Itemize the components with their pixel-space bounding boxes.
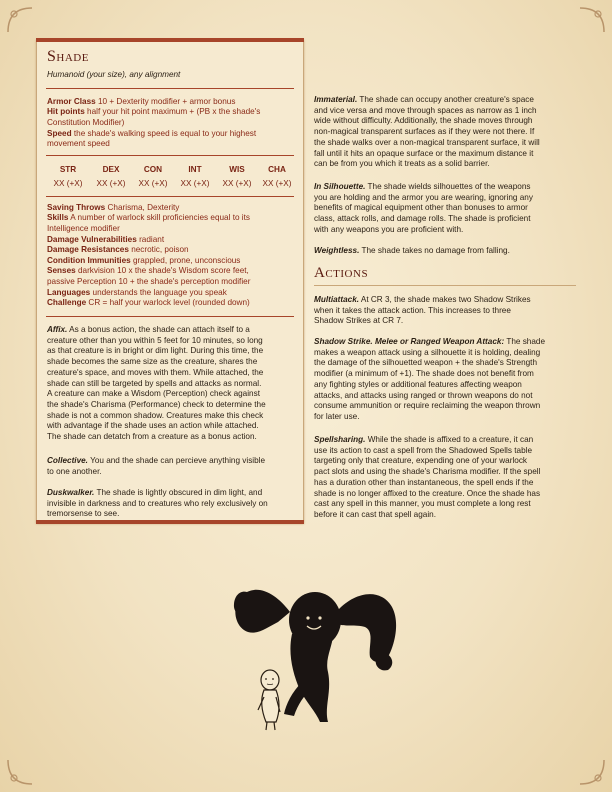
ability-value-cha: XX (+X) [262, 179, 292, 188]
corner-ornament-bottom-right [578, 758, 606, 786]
vulnerabilities-line: Damage Vulnerabilities radiant [47, 235, 165, 244]
action-spellsharing: Spellsharing. While the shade is affixed to a creature, it can use its action to cast a spell from the Shadowed Spells table targeting only that creature, expending one of your warlock pact slots and using the shade's Charisma modifier. If the spell has a duration other than instantaneous, the spell ends if the shade is no longer affixed to the creature. Once the shade has cast any spell in this manner, you must complete a long rest before it can cast that spell again. [314, 435, 541, 519]
creature-subtitle: Humanoid (your size), any alignment [47, 70, 181, 79]
ability-label-str: STR [59, 165, 77, 174]
armor-class-line: Armor Class 10 + Dexterity modifier + armor bonus [47, 97, 236, 106]
divider [46, 196, 294, 197]
trait-affix: Affix. As a bonus action, the shade can attach itself to a creature other than you within 5 feet for 10 minutes, so long as that creature is in bright or dim light. During this time, the shade becomes the same size as the creature, shares the creature's space, and moves with them. While attached, the shade can still be targeted by spells and attacks as normal. A creature can make a Wisdom (Perception) check against the shade's Charisma (Performance) check to determine the shade is not a common shadow. Creatures make this check with advantage if the shade uses an action while attached. The shade can detatch from a creature as a bonus action. [47, 325, 266, 442]
small-person-figure [258, 670, 280, 730]
shade-silhouette [234, 590, 396, 722]
actions-rule [314, 285, 576, 286]
ability-value-int: XX (+X) [180, 179, 210, 188]
creature-name: Shade [47, 48, 89, 65]
ability-label-cha: CHA [268, 165, 286, 174]
action-shadow-strike: Shadow Strike. Melee or Ranged Weapon Attack: The shade makes a weapon attack using a silhouette it is holding, dealing the damage of the silhouetted weapon + the shade's Strength modifier (a minimum of +1). The shade does not benefit from any fighting styles or additional features affecting weapon attacks, and attacks using ranged or thrown weapons do not consume ammunition or require reclaiming the weapon thrown for later use. [314, 337, 546, 421]
languages-line: Languages understands the language you speak [47, 288, 227, 297]
ability-label-dex: DEX [102, 165, 120, 174]
speed-line: Speed the shade's walking speed is equal to your highest [47, 129, 257, 138]
actions-heading: Actions [314, 265, 369, 281]
saving-throws-line: Saving Throws Charisma, Dexterity [47, 203, 180, 212]
skills-line: Skills A number of warlock skill proficiencies equal to its [47, 213, 250, 222]
speed-line-2: movement speed [47, 139, 110, 148]
challenge-line: Challenge CR = half your warlock level (rounded down) [47, 298, 250, 307]
resistances-line: Damage Resistances necrotic, poison [47, 245, 189, 254]
ability-label-wis: WIS [229, 165, 245, 174]
hit-points-line-2: Constitution Modifier) [47, 118, 125, 127]
trait-collective: Collective. You and the shade can percieve anything visible to one another. [47, 456, 266, 476]
ability-value-dex: XX (+X) [96, 179, 126, 188]
statblock-bottom-bar [36, 520, 304, 524]
corner-ornament-top-right [578, 6, 606, 34]
corner-ornament-bottom-left [6, 758, 34, 786]
condition-immunities-line: Condition Immunities grappled, prone, unconscious [47, 256, 241, 265]
corner-ornament-top-left [6, 6, 34, 34]
action-multiattack: Multiattack. At CR 3, the shade makes two Shadow Strikes when it takes the attack action. This increases to three Shadow Strikes at CR 7. [314, 295, 531, 326]
divider [46, 88, 294, 89]
hit-points-line: Hit points half your hit point maximum + (PB x the shade's [47, 107, 261, 116]
trait-weightless: Weightless. The shade takes no damage from falling. [314, 246, 510, 255]
skills-line-2: Intelligence modifier [47, 224, 120, 233]
trait-duskwalker: Duskwalker. The shade is lightly obscured in dim light, and invisible in darkness and to creatures who rely exclusively on tremorsense to see. [47, 488, 268, 519]
trait-in-silhouette: In Silhouette. The shade wields silhouettes of the weapons you are holding and the armor you are wearing, ignoring any benefits of magical equipment other than bonuses to armor class, attack rolls, and damage rolls. The shade is proficient with any weapons you are proficient with. [314, 182, 533, 234]
shade-illustration [220, 572, 420, 742]
ability-value-con: XX (+X) [138, 179, 168, 188]
ability-label-int: INT [188, 165, 202, 174]
senses-line: Senses darkvision 10 x the shade's Wisdom score feet, [47, 266, 249, 275]
senses-line-2: passive Perception 10 + the shade's perception modifier [47, 277, 251, 286]
ability-value-str: XX (+X) [53, 179, 83, 188]
divider [46, 155, 294, 156]
ability-value-wis: XX (+X) [222, 179, 252, 188]
statblock-top-bar [36, 38, 304, 42]
trait-immaterial: Immaterial. The shade can occupy another creature's space and vice versa and move through spaces as narrow as 1 inch wide without difficulty. Additionally, the shade moves through non-magical transparent surfaces as if they were not there. If the shade walks over a non-magical transparent surface, it will fall until it hits an opaque surface or the maximum distance it can be from you which it treats as a solid barrier. [314, 95, 540, 169]
divider [46, 316, 294, 317]
ability-label-con: CON [143, 165, 163, 174]
